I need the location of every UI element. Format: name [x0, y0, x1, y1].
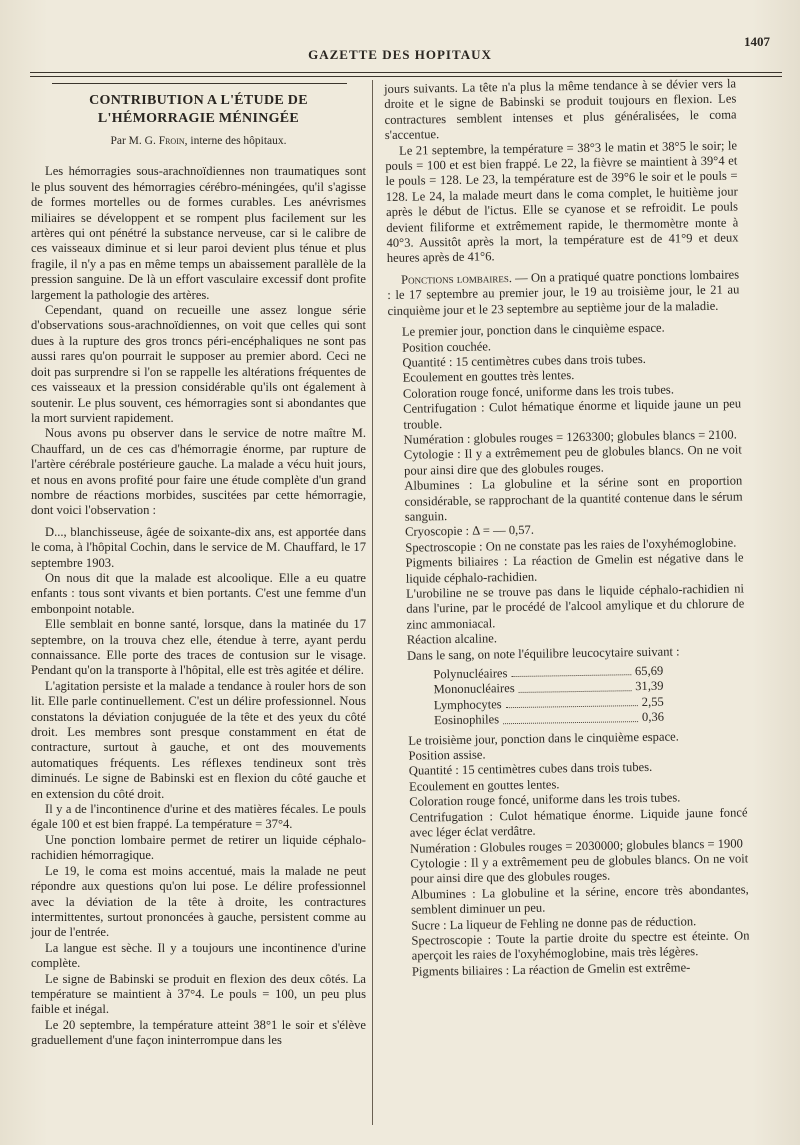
lab-line: Numération : Globules rouges = 2030000; globules blancs = 1900	[409, 835, 743, 856]
lab-line: Coloration rouge foncé, uniforme dans les trois tubes.	[409, 790, 681, 809]
paragraph: Une ponction lombaire permet de retirer un liquide céphalo-rachidien hémorragique.	[31, 832, 366, 863]
paragraph: Les hémorragies sous-arachnoïdiennes non traumatiques sont le plus souvent des hémorragies cérébro-méningées, qu'il s'agisse de formes mortelles ou de formes curables. Les anévrismes miliaires se développent et se rompent plus facilement sur les artères qui ont pénétré la substance nerveuse, car si le calibre de ces vaisseaux diminue et si leur paroi devient plus ténue et plus fragile, il n'y a pas en même temps un abaissement parallèle de la pression sanguine. De là un effort vasculaire excessif dont profite largement la pathologie des artères.	[31, 164, 366, 302]
lab-line: Cryoscopie : Δ = — 0,57.	[404, 523, 535, 540]
leucocyte-value: 31,39	[635, 679, 664, 694]
lab-line: Position assise.	[408, 747, 486, 763]
leucocyte-type: Polynucléaires	[433, 666, 508, 682]
leucocyte-row	[434, 710, 664, 729]
left-column	[31, 82, 366, 1049]
right-column	[384, 76, 750, 980]
third-day-puncture-report	[394, 728, 750, 980]
lab-line: Centrifugation : Culot hématique énorme. Liquide jaune foncé avec léger éclat verdâtre.	[409, 805, 748, 840]
lab-line: Ecoulement en gouttes très lentes.	[402, 368, 575, 386]
lab-line: Spectroscopie : Toute la partie droite du spectre est éteinte. On aperçoit les raies de l'oxyhémoglobine, mais très légères.	[411, 928, 750, 964]
paragraph: On nous dit que la malade est alcoolique. Elle a eu quatre enfants : tous sont vivants et bien portants. C'est une femme d'un embonpoint notable.	[31, 570, 366, 616]
ponctions-paragraph	[387, 267, 740, 319]
paragraph: Nous avons pu observer dans le service de notre maître M. Chauffard, un de ces cas d'hémorragie énorme, par rupture de l'artère cérébrale postérieure gauche. La malade a vécu huit jours, et nous en avons profité pour faire une étude complète d'un grand nombre de réactions morbides, suscitées par cette hémorragie, dont voici l'observation :	[31, 426, 366, 518]
paragraph: Elle semblait en bonne santé, lorsque, dans la matinée du 17 septembre, on la trouva chez elle, étendue à terre, ayant perdu connaissance. Elle porte des traces de contusion sur le visage. Pendant qu'on la transporte à l'hôpital, elle est très agitée et délire.	[31, 617, 366, 678]
first-puncture-report	[388, 320, 745, 664]
leader-dots	[511, 664, 631, 677]
lab-line: Cytologie : Il y a extrêmement peu de globules blancs. On ne voit pour ainsi dire que des globules rouges.	[403, 442, 742, 478]
lab-line: Dans le sang, on note l'équilibre leucocytaire suivant :	[406, 644, 680, 663]
lab-line: Ecoulement en gouttes lentes.	[408, 777, 560, 794]
lab-line: L'urobiline ne se trouve pas dans le liquide céphalo-rachidien ni dans l'urine, par le procédé de l'alcool amylique et du chlorure de zinc ammoniacal.	[405, 581, 745, 632]
paragraph: La langue est sèche. Il y a toujours une incontinence d'urine complète.	[31, 940, 366, 971]
paragraph: Le signe de Babinski se produit en flexion des deux côtés. La température se maintient à 37°4. Le pouls = 100, un peu plus faible et inégal.	[31, 971, 366, 1017]
leucocyte-type: Eosinophiles	[433, 712, 500, 728]
header-rule	[30, 72, 782, 73]
leucocyte-value: 65,69	[634, 663, 664, 679]
paragraph: Le 21 septembre, la température = 38°3 le matin et 38°5 le soir; le pouls = 100 et est bien frappé. Le 22, la fièvre se maintient à 39°4 et le pouls = 128. Le 23, la température est de 39°6 le soir et le pouls = 128. Le 24, la malade meurt dans le coma complet, le huitième jour après le début de l'ictus. Elle se cyanose et se refroidit. Le pouls devient filiforme et extrêmement rapide, le thermomètre monte à 40°3. Aussitôt après la mort, la température est de 41°9 et deux heures après de 41°6.	[385, 138, 739, 266]
paragraph: Cependant, quand on recueille une assez longue série d'observations sous-arachnoïdiennes, on voit que celles qui sont dues à la rupture des gros troncs péri-encéphaliques ne sont pas aussi rares qu'on pourrait le supposer au premier abord. Ceci ne doit pas surprendre si l'on se rappelle les altérations fréquentes de ces vaisseaux et la pression considérable qu'ils ont également à soutenir. Le plus souvent, ces hémorragies sont si abondantes que la mort survient rapidement.	[31, 303, 366, 425]
lab-line: Le troisième jour, ponction dans le cinquième espace.	[408, 729, 679, 748]
leucocyte-type: Lymphocytes	[433, 697, 502, 713]
paragraph: jours suivants. La tête n'a plus la même tendance à se dévier vers la droite et le signe de Babinski se produit toujours en flexion. Les contractures semblent intenses et plus généralisées, le coma s'accentue.	[384, 76, 737, 143]
article-byline	[31, 134, 366, 149]
article-title: CONTRIBUTION A L'ÉTUDE DE L'HÉMORRAGIE MÉNINGÉE	[89, 93, 308, 126]
paragraph: Le 19, le coma est moins accentué, mais la malade ne peut répondre aux questions qu'on lui pose. Le délire professionnel avec la déviation de la tête à droite, les contractures intermittentes, surtout prononcées à gauche, persistent comme au jour de l'entrée.	[31, 863, 366, 940]
leucocyte-value: 2,55	[641, 694, 664, 709]
lab-line: Pigments biliaires : La réaction de Gmelin est négative dans le liquide céphalo-rachidien.	[405, 550, 744, 586]
lab-line: Le premier jour, ponction dans le cinquième espace.	[401, 320, 665, 339]
paragraph: L'agitation persiste et la malade a tendance à rouler hors de son lit. Elle parle continuellement. C'est un délire professionnel. Nous constatons la déviation conjuguée de la tête et des yeux du côté droit. Les membres sont presque constamment en état de contracture, surtout à gauche, et ont des mouvements automatiques fréquents. Les réflexes tendineux sont très diminués. Le signe de Babinski est en flexion du côté gauche et en extension du côté droit.	[31, 678, 366, 801]
lab-line: Albumines : La globuline et la sérine, encore très abondantes, semblent diminuer un peu.	[410, 882, 749, 917]
lab-line: Position couchée.	[402, 338, 492, 355]
lab-line: Centrifugation : Culot hématique énorme et liquide jaune un peu trouble.	[403, 396, 742, 432]
leucocyte-type: Mononucléaires	[433, 681, 515, 697]
lab-line: Quantité : 15 centimètres cubes dans trois tubes.	[408, 760, 653, 779]
leucocyte-value: 0,36	[641, 709, 665, 725]
leucocyte-table	[433, 664, 664, 729]
lab-line: Numération : globules rouges = 1263300; globules blancs = 2100.	[403, 427, 737, 447]
byline-suffix: , interne des hôpitaux.	[184, 135, 287, 147]
lab-line: Spectroscopie : On ne constate pas les raies de l'oxyhémoglobine.	[405, 535, 737, 555]
leader-dots	[506, 695, 638, 708]
lab-line: Sucre : La liqueur de Fehling ne donne pas de réduction.	[411, 913, 697, 933]
column-divider	[372, 80, 373, 1125]
byline-author: G. Froin	[144, 135, 185, 147]
page-number: 1407	[744, 34, 770, 49]
leader-dots	[519, 680, 632, 693]
lab-line: Quantité : 15 centimètres cubes dans trois tubes.	[402, 351, 646, 370]
lab-line: Coloration rouge foncé, uniforme dans les trois tubes.	[402, 382, 675, 401]
journal-title: GAZETTE DES HOPITAUX	[308, 47, 492, 62]
lab-line: Albumines : La globuline et la sérine sont en proportion considérable, se rapprochant de la quantité contenue dans le sérum sanguin.	[404, 473, 743, 524]
leader-dots	[503, 710, 638, 724]
paragraph: Le 20 septembre, la température atteint 38°1 le soir et s'élève graduellement d'une façon ininterrompue dans les	[31, 1017, 366, 1048]
ponctions-label: Ponctions lombaires.	[400, 270, 513, 287]
byline-prefix: Par M.	[110, 135, 142, 147]
paragraph: D..., blanchisseuse, âgée de soixante-dix ans, est apportée dans le coma, à l'hôpital Cochin, dans le service de M. Chauffard, le 17 septembre 1903.	[31, 524, 366, 570]
lab-line: Pigments biliaires : La réaction de Gmelin est extrême-	[411, 960, 691, 979]
ponctions-text: — On a pratiqué quatre ponctions lombaires : le 17 septembre au premier jour, le 19 au troisième jour, le 21 au cinquième jour et le 23 septembre au septième jour de la maladie.	[387, 267, 740, 318]
lab-line: Réaction alcaline.	[406, 631, 498, 647]
paragraph: Il y a de l'incontinence d'urine et des matières fécales. Le pouls égale 100 et est bien frappé. La température = 37°4.	[31, 802, 366, 832]
lab-line: Cytologie : Il y a extrêmement peu de globules blancs. On ne voit pour ainsi dire que des globules rouges.	[410, 851, 749, 886]
